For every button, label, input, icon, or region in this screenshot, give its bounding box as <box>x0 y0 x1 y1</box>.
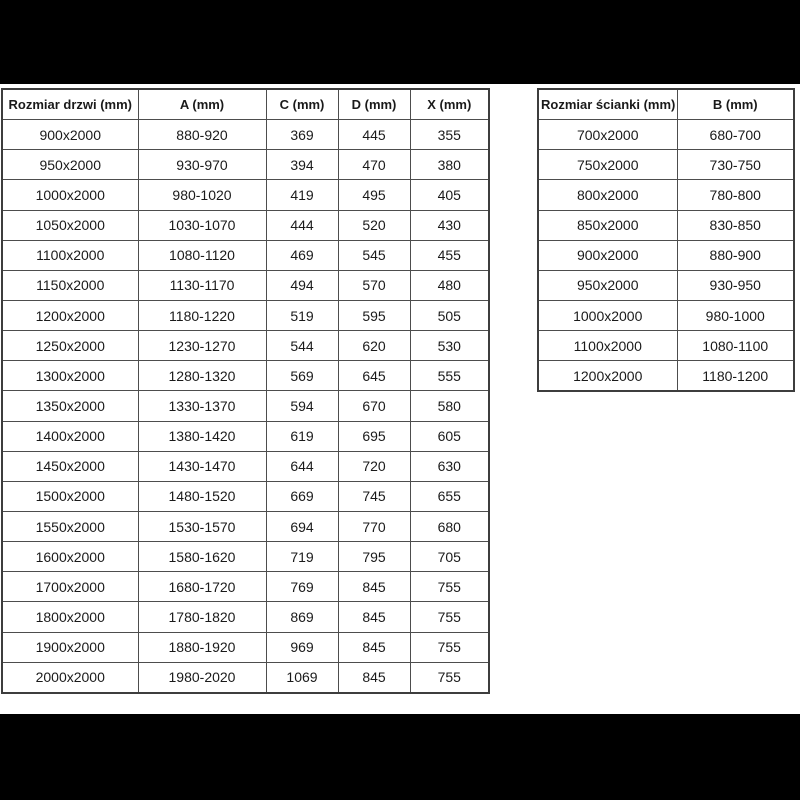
table-cell: 719 <box>266 542 338 572</box>
table-cell: 494 <box>266 270 338 300</box>
table-cell: 850x2000 <box>538 210 677 240</box>
table-row <box>2 391 489 421</box>
table-cell: 795 <box>338 542 410 572</box>
table-cell: 1280-1320 <box>138 361 266 391</box>
table-cell: 880-920 <box>138 120 266 150</box>
table-cell: 800x2000 <box>538 180 677 210</box>
wall-table-head <box>538 89 794 120</box>
table-cell: 1150x2000 <box>2 270 138 300</box>
table-cell: 830-850 <box>677 210 794 240</box>
table-cell: 1580-1620 <box>138 542 266 572</box>
table-cell: 705 <box>410 542 489 572</box>
table-row <box>2 270 489 300</box>
table-cell: 569 <box>266 361 338 391</box>
table-cell: 1800x2000 <box>2 602 138 632</box>
table-cell: 670 <box>338 391 410 421</box>
table-cell: 900x2000 <box>2 120 138 150</box>
table-row <box>2 481 489 511</box>
table-cell: 845 <box>338 572 410 602</box>
column-header: B (mm) <box>677 89 794 120</box>
table-cell: 595 <box>338 300 410 330</box>
table-header-row <box>538 89 794 120</box>
table-cell: 405 <box>410 180 489 210</box>
table-cell: 605 <box>410 421 489 451</box>
column-header: A (mm) <box>138 89 266 120</box>
table-cell: 519 <box>266 300 338 330</box>
wall-table-body <box>538 120 794 392</box>
column-header: Rozmiar drzwi (mm) <box>2 89 138 120</box>
table-row <box>538 150 794 180</box>
table-row <box>2 662 489 693</box>
bottom-black-bar <box>0 714 800 800</box>
table-cell: 1600x2000 <box>2 542 138 572</box>
table-cell: 1880-1920 <box>138 632 266 662</box>
table-cell: 755 <box>410 602 489 632</box>
table-row <box>538 120 794 150</box>
table-cell: 1480-1520 <box>138 481 266 511</box>
table-row <box>2 632 489 662</box>
top-black-bar <box>0 0 800 84</box>
table-cell: 845 <box>338 602 410 632</box>
table-cell: 1430-1470 <box>138 451 266 481</box>
table-cell: 1080-1100 <box>677 331 794 361</box>
table-cell: 930-970 <box>138 150 266 180</box>
table-row <box>2 210 489 240</box>
table-cell: 1230-1270 <box>138 331 266 361</box>
table-cell: 755 <box>410 572 489 602</box>
table-cell: 900x2000 <box>538 240 677 270</box>
table-cell: 1500x2000 <box>2 481 138 511</box>
table-cell: 869 <box>266 602 338 632</box>
table-row <box>2 511 489 541</box>
table-cell: 645 <box>338 361 410 391</box>
table-cell: 1100x2000 <box>2 240 138 270</box>
table-cell: 1680-1720 <box>138 572 266 602</box>
table-cell: 720 <box>338 451 410 481</box>
table-row <box>2 602 489 632</box>
table-cell: 570 <box>338 270 410 300</box>
table-cell: 1550x2000 <box>2 511 138 541</box>
table-row <box>2 331 489 361</box>
table-cell: 369 <box>266 120 338 150</box>
table-row <box>2 120 489 150</box>
table-cell: 950x2000 <box>2 150 138 180</box>
table-cell: 1900x2000 <box>2 632 138 662</box>
column-header: D (mm) <box>338 89 410 120</box>
table-cell: 520 <box>338 210 410 240</box>
table-cell: 594 <box>266 391 338 421</box>
table-cell: 745 <box>338 481 410 511</box>
table-row <box>2 150 489 180</box>
table-row <box>2 572 489 602</box>
table-cell: 700x2000 <box>538 120 677 150</box>
table-cell: 1000x2000 <box>2 180 138 210</box>
wall-size-table <box>537 88 795 392</box>
table-cell: 620 <box>338 331 410 361</box>
table-cell: 1200x2000 <box>538 361 677 392</box>
table-row <box>2 542 489 572</box>
table-cell: 469 <box>266 240 338 270</box>
door-size-table <box>1 88 490 694</box>
table-row <box>538 361 794 392</box>
table-cell: 1700x2000 <box>2 572 138 602</box>
table-cell: 630 <box>410 451 489 481</box>
table-cell: 750x2000 <box>538 150 677 180</box>
table-cell: 755 <box>410 662 489 693</box>
table-cell: 1180-1220 <box>138 300 266 330</box>
table-cell: 580 <box>410 391 489 421</box>
table-cell: 1400x2000 <box>2 421 138 451</box>
table-cell: 969 <box>266 632 338 662</box>
table-cell: 644 <box>266 451 338 481</box>
table-cell: 1100x2000 <box>538 331 677 361</box>
table-cell: 1080-1120 <box>138 240 266 270</box>
table-row <box>538 270 794 300</box>
door-table-body <box>2 120 489 693</box>
table-cell: 669 <box>266 481 338 511</box>
table-cell: 694 <box>266 511 338 541</box>
table-cell: 430 <box>410 210 489 240</box>
table-cell: 845 <box>338 662 410 693</box>
table-cell: 680 <box>410 511 489 541</box>
table-cell: 455 <box>410 240 489 270</box>
table-cell: 770 <box>338 511 410 541</box>
table-cell: 1980-2020 <box>138 662 266 693</box>
table-cell: 1180-1200 <box>677 361 794 392</box>
table-cell: 1780-1820 <box>138 602 266 632</box>
table-row <box>2 300 489 330</box>
table-cell: 1300x2000 <box>2 361 138 391</box>
table-cell: 619 <box>266 421 338 451</box>
door-table-head <box>2 89 489 120</box>
table-row <box>2 180 489 210</box>
table-cell: 769 <box>266 572 338 602</box>
table-cell: 680-700 <box>677 120 794 150</box>
table-row <box>538 180 794 210</box>
table-cell: 980-1020 <box>138 180 266 210</box>
table-row <box>2 421 489 451</box>
table-cell: 1250x2000 <box>2 331 138 361</box>
table-cell: 695 <box>338 421 410 451</box>
table-cell: 480 <box>410 270 489 300</box>
table-cell: 1330-1370 <box>138 391 266 421</box>
column-header: C (mm) <box>266 89 338 120</box>
table-row <box>538 300 794 330</box>
table-cell: 355 <box>410 120 489 150</box>
table-cell: 505 <box>410 300 489 330</box>
table-cell: 419 <box>266 180 338 210</box>
table-row <box>2 361 489 391</box>
table-cell: 394 <box>266 150 338 180</box>
table-cell: 445 <box>338 120 410 150</box>
table-cell: 655 <box>410 481 489 511</box>
table-row <box>2 451 489 481</box>
table-cell: 755 <box>410 632 489 662</box>
table-cell: 380 <box>410 150 489 180</box>
table-cell: 1530-1570 <box>138 511 266 541</box>
table-cell: 1380-1420 <box>138 421 266 451</box>
table-cell: 470 <box>338 150 410 180</box>
table-cell: 545 <box>338 240 410 270</box>
table-cell: 845 <box>338 632 410 662</box>
table-cell: 1450x2000 <box>2 451 138 481</box>
table-cell: 1200x2000 <box>2 300 138 330</box>
table-cell: 555 <box>410 361 489 391</box>
table-row <box>538 331 794 361</box>
table-cell: 780-800 <box>677 180 794 210</box>
table-row <box>538 210 794 240</box>
table-cell: 880-900 <box>677 240 794 270</box>
table-cell: 1000x2000 <box>538 300 677 330</box>
table-cell: 980-1000 <box>677 300 794 330</box>
table-cell: 730-750 <box>677 150 794 180</box>
table-cell: 950x2000 <box>538 270 677 300</box>
table-cell: 530 <box>410 331 489 361</box>
table-cell: 1069 <box>266 662 338 693</box>
table-cell: 495 <box>338 180 410 210</box>
table-row <box>538 240 794 270</box>
table-cell: 1050x2000 <box>2 210 138 240</box>
column-header: X (mm) <box>410 89 489 120</box>
table-cell: 2000x2000 <box>2 662 138 693</box>
table-cell: 1350x2000 <box>2 391 138 421</box>
table-row <box>2 240 489 270</box>
table-cell: 1130-1170 <box>138 270 266 300</box>
table-cell: 544 <box>266 331 338 361</box>
column-header: Rozmiar ścianki (mm) <box>538 89 677 120</box>
table-cell: 444 <box>266 210 338 240</box>
table-cell: 930-950 <box>677 270 794 300</box>
table-header-row <box>2 89 489 120</box>
table-cell: 1030-1070 <box>138 210 266 240</box>
